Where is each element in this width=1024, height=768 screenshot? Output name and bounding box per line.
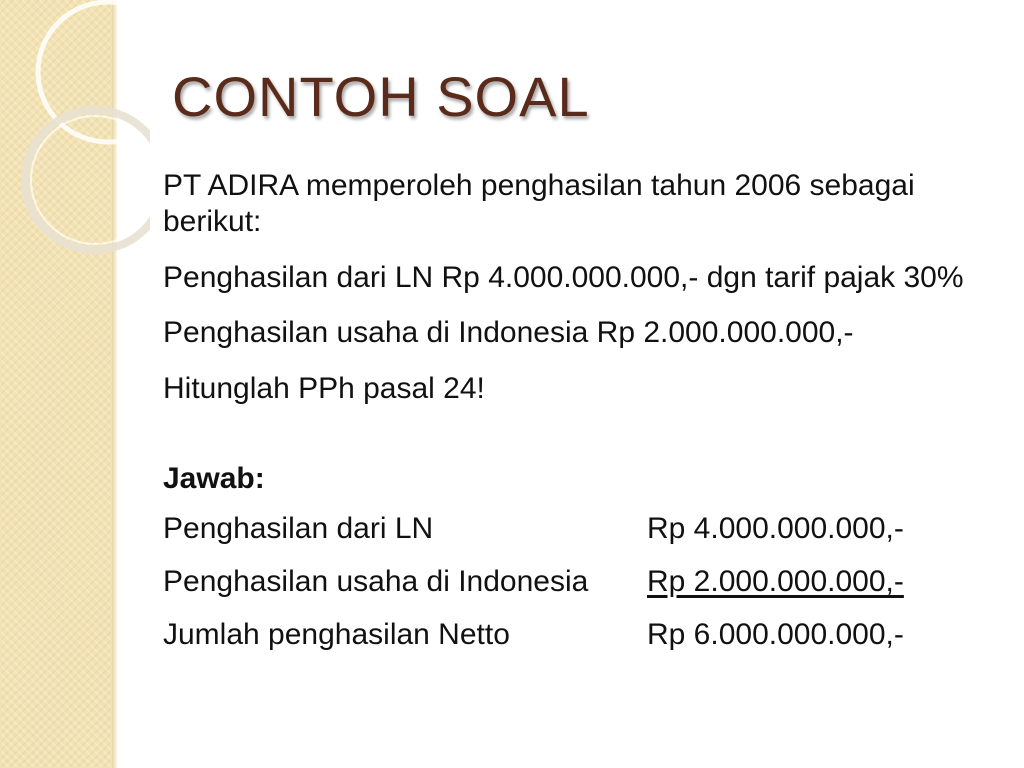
slide-body (163, 168, 983, 670)
answer-row-label: Penghasilan dari LN (163, 512, 434, 545)
answer-row (163, 564, 983, 600)
problem-line-4: Hitunglah PPh pasal 24! (163, 372, 485, 405)
problem-line-2: Penghasilan dari LN Rp 4.000.000.000,- dgn tarif pajak 30% (163, 261, 964, 294)
answer-row (163, 511, 983, 547)
answer-row-value: Rp 4.000.000.000,- (647, 512, 904, 545)
slide-title: CONTOH SOAL (172, 65, 590, 128)
problem-line-3: Penghasilan usaha di Indonesia Rp 2.000.000.000,- (163, 316, 854, 349)
problem-line-1: PT ADIRA memperoleh penghasilan tahun 2006 sebagai berikut: (163, 169, 915, 238)
decorative-rings (0, 0, 150, 768)
answer-row-value: Rp 2.000.000.000,- (647, 565, 904, 598)
answer-row (163, 617, 983, 653)
answer-row-label: Jumlah penghasilan Netto (163, 618, 510, 651)
answer-row-value: Rp 6.000.000.000,- (647, 618, 904, 651)
answer-heading: Jawab: (163, 462, 265, 495)
answer-row-label: Penghasilan usaha di Indonesia (163, 565, 589, 598)
